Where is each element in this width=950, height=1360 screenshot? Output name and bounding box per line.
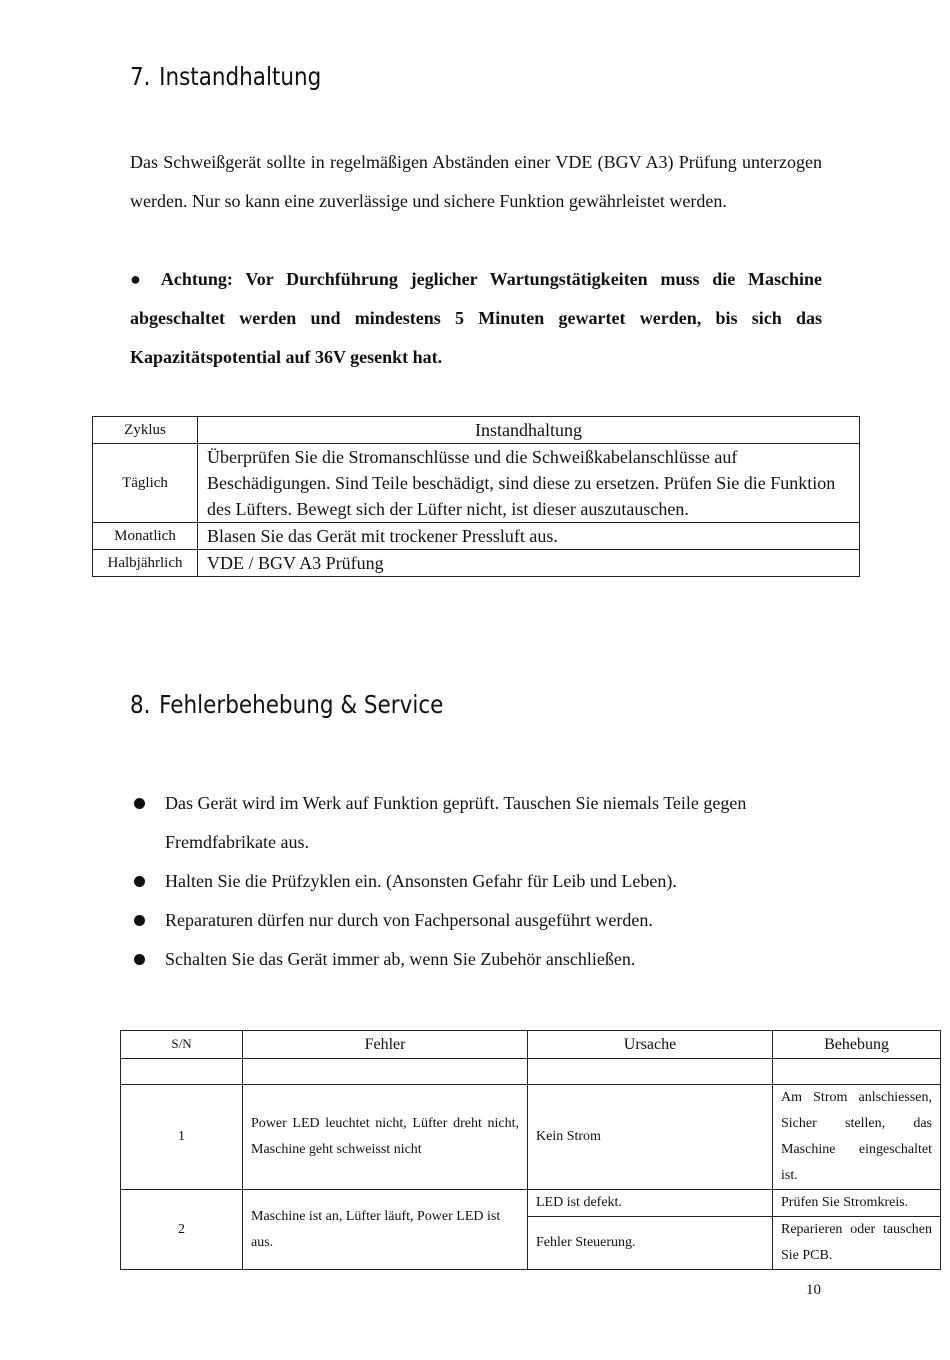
fix-cell: Prüfen Sie Stromkreis. [773, 1190, 941, 1217]
table-header-row [121, 1031, 941, 1059]
maintenance-warning: ● Achtung: Vor Durchführung jeglicher Wartungstätigkeiten muss die Maschine abgeschaltet werden und mindestens 5 Minuten gewartet werden, bis sich das Kapazitätspotential auf 36V gesenkt hat. [130, 269, 822, 367]
fix-cell: Reparieren oder tauschen Sie PCB. [773, 1217, 941, 1270]
section-7-heading [130, 62, 321, 91]
service-bullet-list [130, 784, 830, 979]
fix-cell: Am Strom anlschiessen, Sicher stellen, das Maschine eingeschaltet ist. [773, 1085, 941, 1190]
header-cause: Ursache [528, 1031, 773, 1059]
header-fix: Behebung [773, 1031, 941, 1059]
page-number: 10 [806, 1282, 821, 1298]
sn-cell: 2 [121, 1190, 243, 1270]
bullet-icon [134, 876, 145, 887]
task-cell: Überprüfen Sie die Stromanschlüsse und die Schweißkabelanschlüsse auf Beschädigungen. Sind Teile beschädigt, sind diese zu ersetzen. Prüfen Sie die Funktion des Lüfters. Bewegt sich der Lüfter nicht, ist dieser auszutauschen. [198, 444, 860, 523]
header-fault: Fehler [243, 1031, 528, 1059]
fault-cell: Maschine ist an, Lüfter läuft, Power LED ist aus. [243, 1190, 528, 1270]
list-item: Reparaturen dürfen nur durch von Fachpersonal ausgeführt werden. [130, 901, 830, 940]
table-row [121, 1085, 941, 1190]
section-8-number: 8. [130, 690, 151, 719]
bullet-icon [134, 915, 145, 926]
table-row [93, 523, 860, 550]
maintenance-table [92, 416, 860, 577]
section-7-title: Instandhaltung [159, 62, 322, 91]
bullet-icon [134, 954, 145, 965]
header-sn: S/N [121, 1031, 243, 1059]
table-row [93, 444, 860, 523]
section-7-number: 7. [130, 62, 151, 91]
sn-cell: 1 [121, 1085, 243, 1190]
table-row [121, 1190, 941, 1217]
cause-cell: Kein Strom [528, 1085, 773, 1190]
table-header-row [93, 417, 860, 444]
task-cell: VDE / BGV A3 Prüfung [198, 550, 860, 577]
bullet-icon [134, 798, 145, 809]
section-8-heading [130, 690, 443, 719]
section-8-title: Fehlerbehebung & Service [159, 690, 444, 719]
cycle-cell: Monatlich [93, 523, 198, 550]
header-maintenance: Instandhaltung [198, 417, 860, 444]
list-item: Das Gerät wird im Werk auf Funktion geprüft. Tauschen Sie niemals Teile gegen Fremdfabrikate aus. [130, 784, 830, 862]
table-row-empty [121, 1059, 941, 1085]
list-item: Halten Sie die Prüfzyklen ein. (Ansonsten Gefahr für Leib und Leben). [130, 862, 830, 901]
maintenance-intro: Das Schweißgerät sollte in regelmäßigen Abständen einer VDE (BGV A3) Prüfung unterzogen werden. Nur so kann eine zuverlässige und sichere Funktion gewährleistet werden. [130, 152, 822, 211]
cause-cell: LED ist defekt. [528, 1190, 773, 1217]
cycle-cell: Täglich [93, 444, 198, 523]
list-item: Schalten Sie das Gerät immer ab, wenn Sie Zubehör anschließen. [130, 940, 830, 979]
header-cycle: Zyklus [93, 417, 198, 444]
fault-cell: Power LED leuchtet nicht, Lüfter dreht nicht, Maschine geht schweisst nicht [243, 1085, 528, 1190]
cycle-cell: Halbjährlich [93, 550, 198, 577]
task-cell: Blasen Sie das Gerät mit trockener Pressluft aus. [198, 523, 860, 550]
table-row [93, 550, 860, 577]
troubleshooting-table [120, 1030, 941, 1270]
cause-cell: Fehler Steuerung. [528, 1217, 773, 1270]
